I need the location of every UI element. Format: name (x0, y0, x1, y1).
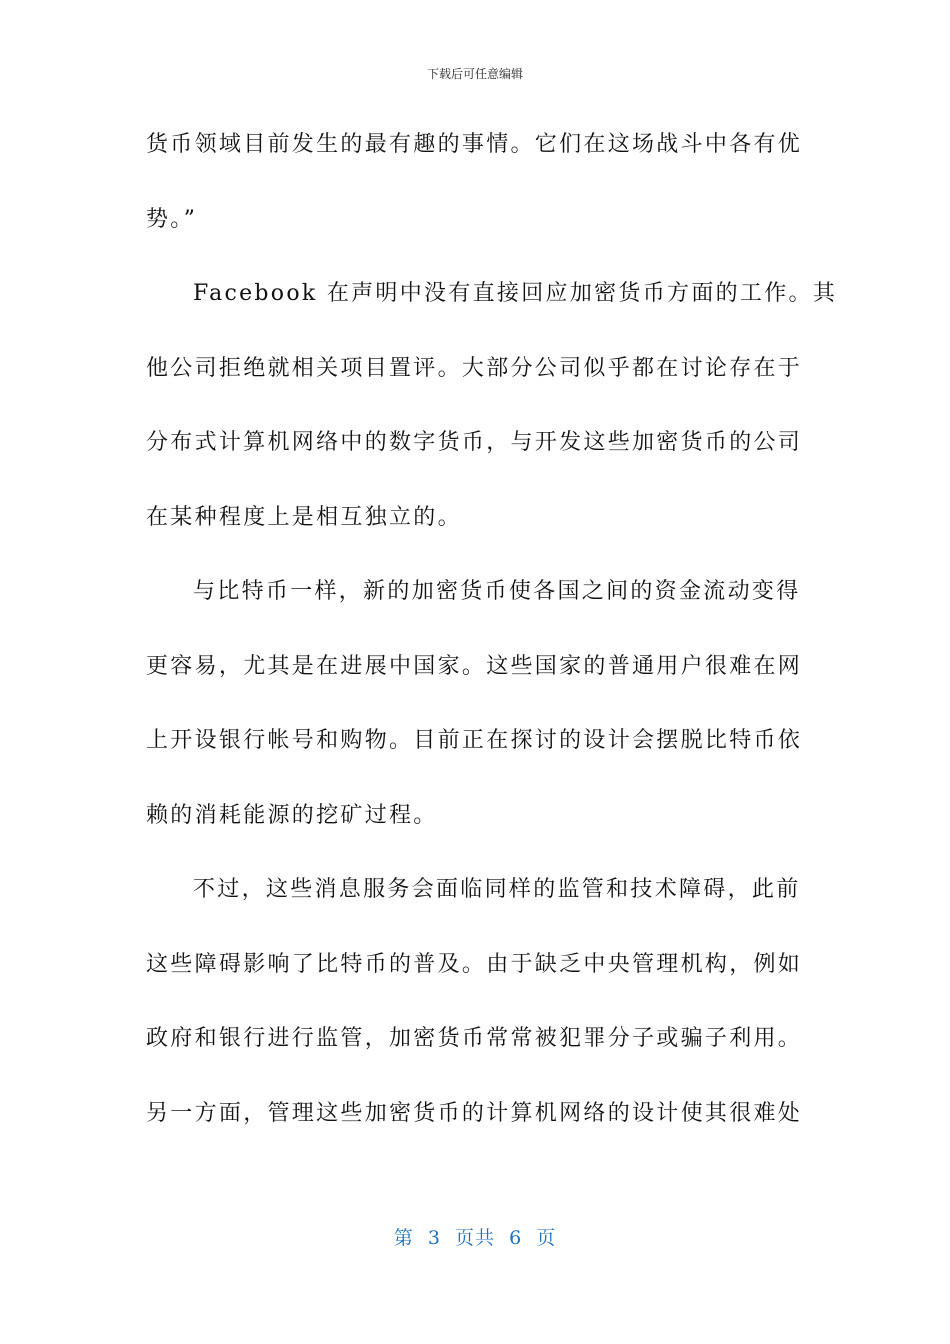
body-line: 这些障碍影响了比特币的普及。由于缺乏中央管理机构，例如 (146, 951, 803, 977)
body-line: 更容易，尤其是在进展中国家。这些国家的普通用户很难在网 (146, 653, 803, 679)
paragraph-first-line: Facebook 在声明中没有直接回应加密货币方面的工作。其 (193, 281, 838, 306)
body-line: 另一方面，管理这些加密货币的计算机网络的设计使其很难处 (146, 1100, 803, 1126)
page-header: 下载后可任意编辑 (426, 67, 523, 81)
paragraph-first-line: 与比特币一样，新的加密货币使各国之间的资金流动变得 (193, 579, 801, 604)
body-line: 货币领域目前发生的最有趣的事情。它们在这场战斗中各有优 (146, 132, 803, 157)
body-line: 政府和银行进行监管，加密货币常常被犯罪分子或骗子利用。 (146, 1026, 803, 1051)
body-line: 在某种程度上是相互独立的。 (146, 504, 462, 530)
document-body (146, 119, 838, 1162)
body-line: 他公司拒绝就相关项目置评。大部分公司似乎都在讨论存在于 (146, 355, 803, 381)
body-line: 上开设银行帐号和购物。目前正在探讨的设计会摆脱比特币依 (146, 728, 803, 753)
body-line: 赖的消耗能源的挖矿过程。 (146, 802, 438, 828)
paragraph-first-line: 不过，这些消息服务会面临同样的监管和技术障碍，此前 (193, 877, 801, 902)
body-line: 势。” (146, 206, 198, 232)
page-number-footer: 第 3 页共 6 页 (393, 1227, 557, 1249)
body-line: 分布式计算机网络中的数字货币，与开发这些加密货币的公司 (146, 430, 803, 455)
